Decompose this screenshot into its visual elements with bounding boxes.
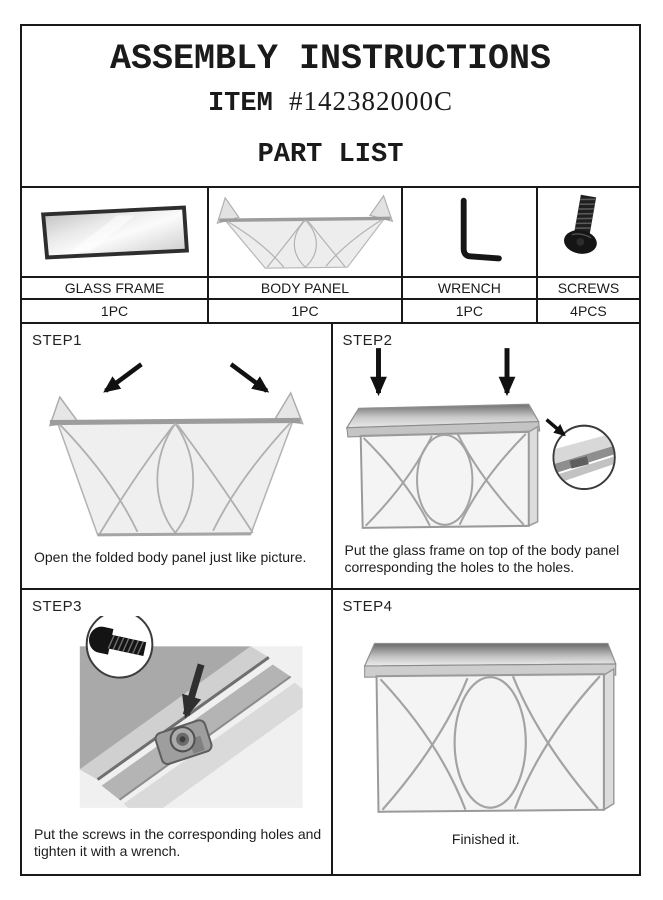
part-qty: 1PC <box>401 300 536 322</box>
screws-cell <box>536 188 639 276</box>
step4-panel <box>331 590 640 874</box>
glass-frame-cell <box>22 188 207 276</box>
parts-name-row <box>22 276 639 298</box>
step1-drawing <box>24 350 329 542</box>
part-name: BODY PANEL <box>207 278 401 298</box>
body-panel-icon <box>209 188 401 276</box>
screw-detail-circle <box>87 616 153 678</box>
step1-panel <box>22 324 331 588</box>
step4-illustration <box>335 616 638 822</box>
detail-pointer-arrow-icon <box>546 420 564 435</box>
part-name: GLASS FRAME <box>64 280 165 296</box>
corner-detail-circle <box>546 420 621 489</box>
open-arrow-left-icon <box>106 364 142 391</box>
parts-qty-row <box>22 298 639 322</box>
glass-frame-icon <box>22 188 207 276</box>
step3-illustration <box>24 616 329 824</box>
step1-caption: Open the folded body panel just like picture. <box>34 548 307 565</box>
step1-label: STEP1 <box>32 332 83 349</box>
part-list-title: PART LIST <box>257 140 404 170</box>
allen-wrench-icon <box>403 188 536 276</box>
step2-illustration <box>335 344 638 534</box>
item-number-line <box>208 86 453 119</box>
part-name: WRENCH <box>401 278 536 298</box>
step4-drawing <box>335 616 638 822</box>
step2-drawing <box>335 344 638 534</box>
step3-caption: Put the screws in the corresponding holes and tighten it with a wrench. <box>34 825 322 859</box>
part-qty: 1PC <box>100 303 129 319</box>
steps-grid <box>22 322 639 874</box>
header <box>22 26 639 186</box>
part-name: SCREWS <box>536 278 639 298</box>
table-with-glass-top-image <box>346 404 539 528</box>
step3-drawing <box>24 616 329 824</box>
document-border-frame <box>20 24 641 876</box>
item-label: ITEM <box>207 89 289 119</box>
finished-table-image <box>364 644 615 812</box>
step2-caption: Put the glass frame on top of the body panel corresponding the holes to the holes. <box>344 541 620 575</box>
step2-panel <box>331 324 640 588</box>
step2-label: STEP2 <box>342 332 393 349</box>
folded-body-panel-image <box>50 393 303 535</box>
page-title: ASSEMBLY INSTRUCTIONS <box>109 39 552 79</box>
parts-image-row <box>22 186 639 276</box>
part-qty: 1PC <box>207 300 401 322</box>
open-arrow-right-icon <box>231 364 267 391</box>
step1-illustration <box>24 350 329 542</box>
screw-icon <box>538 188 639 276</box>
step3-panel <box>22 590 331 874</box>
item-number: #142382000C <box>289 86 454 116</box>
step4-label: STEP4 <box>342 598 393 615</box>
step3-label: STEP3 <box>32 598 83 615</box>
body-panel-cell <box>207 188 401 276</box>
wrench-cell <box>401 188 536 276</box>
steps-row-1 <box>22 322 639 588</box>
step4-caption: Finished it. <box>451 830 520 847</box>
part-qty: 4PCS <box>536 300 639 322</box>
steps-row-2 <box>22 588 639 874</box>
